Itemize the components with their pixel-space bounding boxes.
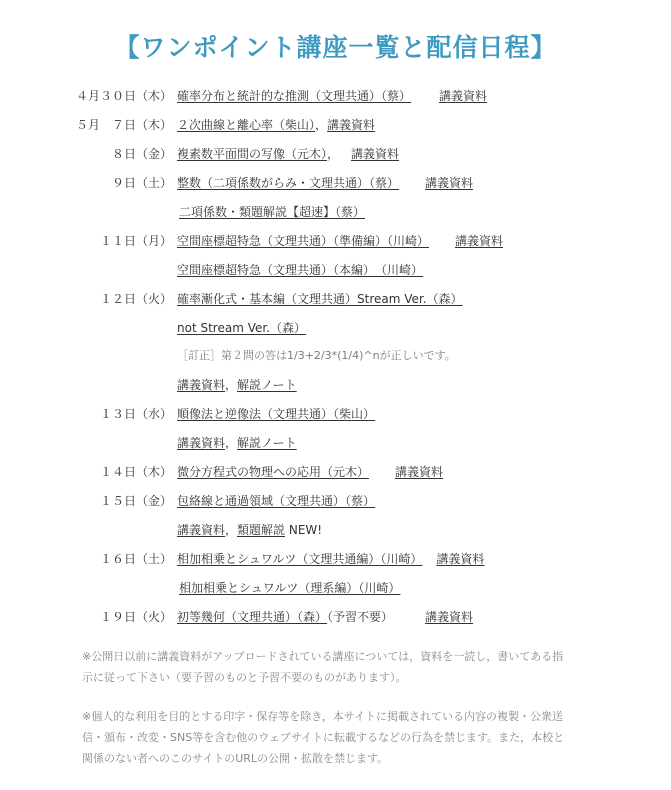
lecture-materials-link[interactable]: 講義資料 xyxy=(455,234,504,248)
lecture-link[interactable]: 確率分布と統計的な推測（文理共通）（蔡） xyxy=(177,89,412,103)
date-label: ８日（金） xyxy=(111,147,172,161)
schedule-row xyxy=(177,320,306,336)
explanation-notes-link[interactable]: 解説ノート xyxy=(237,436,297,450)
lecture-link[interactable]: 二項係数・類題解説【超速】（蔡） xyxy=(179,205,366,219)
new-badge: NEW! xyxy=(288,523,323,537)
lecture-materials-link[interactable]: 講義資料 xyxy=(425,610,474,624)
schedule-row xyxy=(177,406,375,422)
date-label: ４月３０日（木） xyxy=(75,89,172,103)
date-label: １３日（水） xyxy=(99,407,172,421)
lecture-link[interactable]: 確率漸化式・基本編（文理共通）Stream Ver.（森） xyxy=(177,292,463,306)
schedule-row xyxy=(179,204,365,220)
lecture-materials-link[interactable]: 講義資料 xyxy=(327,118,376,132)
lecture-materials-link[interactable]: 講義資料 xyxy=(177,436,226,450)
date-label: １６日（土） xyxy=(99,552,172,566)
schedule-row: 講義資料，解説ノート xyxy=(177,436,297,450)
lecture-link[interactable]: 複素数平面間の写像（元木） xyxy=(177,147,328,161)
schedule-row: 複素数平面間の写像（元木）， 講義資料 xyxy=(177,147,400,161)
date-label: １２日（火） xyxy=(99,292,172,306)
prestudy-notice: ※公開日以前に講義資料がアップロードされている講座については，資料を一読し，書いてある指示に従って下さい（要予習のものと予習不要のものがあります）。 xyxy=(82,650,564,684)
lecture-materials-link[interactable]: 講義資料 xyxy=(395,465,444,479)
lecture-link[interactable]: 空間座標超特急（文理共通）（準備編）（川崎） xyxy=(177,234,430,248)
copyright-notice: ※個人的な利用を目的とする印字・保存等を除き，本サイトに掲載されている内容の複製・公衆送信・頒布・改変・SNS等を含む他のウェブサイトに転載するなどの行為を禁じます。また，本校と関係のない者へのこのサイトのURLの公開・拡散を禁じます。 xyxy=(82,710,565,765)
lecture-link[interactable]: 初等幾何（文理共通）（森） xyxy=(177,610,328,624)
schedule-row xyxy=(177,609,473,625)
explanation-notes-link[interactable]: 解説ノート xyxy=(237,378,297,392)
schedule-row xyxy=(179,580,400,596)
lecture-materials-link[interactable]: 講義資料 xyxy=(439,89,488,103)
lecture-link[interactable]: 整数（二項係数がらみ・文理共通）（蔡） xyxy=(177,176,400,190)
schedule-row xyxy=(177,291,463,307)
schedule-row xyxy=(177,175,473,191)
lecture-materials-link[interactable]: 講義資料 xyxy=(436,552,485,566)
schedule-row xyxy=(177,464,443,480)
lecture-link[interactable]: 包絡線と通過領域（文理共通）（蔡） xyxy=(177,494,376,508)
lecture-link[interactable]: 順像法と逆像法（文理共通）（柴山） xyxy=(177,407,376,421)
schedule-row xyxy=(177,551,484,567)
exercise-explanation-link[interactable]: 類題解説 xyxy=(237,523,286,537)
lecture-materials-link[interactable]: 講義資料 xyxy=(177,378,226,392)
lecture-link[interactable]: 微分方程式の物理への応用（元木） xyxy=(177,465,370,479)
schedule-row xyxy=(177,88,487,104)
schedule-row: ２次曲線と離心率（柴山），講義資料 xyxy=(177,118,376,132)
lecture-materials-link[interactable]: 講義資料 xyxy=(177,523,226,537)
lecture-link[interactable]: 相加相乗とシュワルツ（文理共通編）（川崎） xyxy=(177,552,423,566)
schedule-row xyxy=(177,233,503,249)
correction-note: ［訂正］第２問の答は1/3+2/3*(1/4)^nが正しいです。 xyxy=(177,349,456,362)
date-label: １４日（木） xyxy=(99,465,172,479)
lecture-materials-link[interactable]: 講義資料 xyxy=(425,176,474,190)
lecture-materials-link[interactable]: 講義資料 xyxy=(351,147,400,161)
schedule-row: 講義資料，解説ノート xyxy=(177,378,297,392)
date-label: ５月 ７日（木） xyxy=(75,118,172,132)
date-label: １１日（月） xyxy=(99,234,172,248)
page-title: 【ワンポイント講座一覧と配信日程】 xyxy=(114,33,557,62)
lecture-link[interactable]: 相加相乗とシュワルツ（理系編）（川崎） xyxy=(179,581,401,595)
lecture-link[interactable]: ２次曲線と離心率（柴山） xyxy=(177,118,316,132)
lecture-link[interactable]: 空間座標超特急（文理共通）（本編） （川崎） xyxy=(177,263,424,277)
date-label: １９日（火） xyxy=(99,610,172,624)
schedule-row: 講義資料，類題解説 NEW! xyxy=(177,523,323,537)
date-label: ９日（土） xyxy=(111,176,172,190)
date-label: １５日（金） xyxy=(99,494,172,508)
lecture-link[interactable]: not Stream Ver.（森） xyxy=(177,321,307,335)
schedule-row xyxy=(177,262,423,278)
prestudy-status: （予習不要） xyxy=(327,610,394,624)
schedule-row xyxy=(177,493,375,509)
